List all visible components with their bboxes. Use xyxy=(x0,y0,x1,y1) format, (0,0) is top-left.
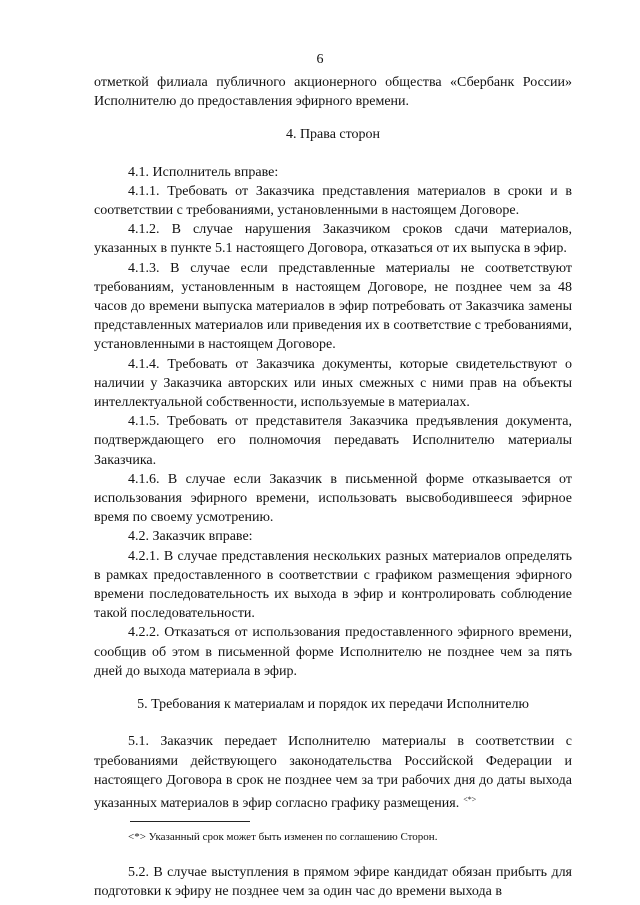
paragraph-4-1: 4.1. Исполнитель вправе: xyxy=(128,164,279,180)
footnote: <*> Указанный срок может быть изменен по соглашению Сторон. xyxy=(128,831,438,844)
footnote-divider xyxy=(130,821,250,822)
intro-paragraph: отметкой филиала публичного акционерного общества «Сбербанк России» Исполнителю до предоставления эфирного времени. xyxy=(94,75,572,110)
paragraph-4-1-1: 4.1.1. Требовать от Заказчика представления материалов в сроки и в соответствии с требованиями, установленными в настоящем Договоре. xyxy=(94,183,572,219)
paragraph-4-1-3: 4.1.3. В случае если представленные материалы не соответствуют требованиям, установленным в настоящем Договоре, не позднее чем за 48 часов до времени выпуска материалов в эфир потребовать от Заказчика замены представленных материалов или приведения их в соответствие с требованиями, установленными в настоящем Договоре. xyxy=(94,260,572,353)
paragraph-4-2: 4.2. Заказчик вправе: xyxy=(128,529,253,545)
paragraph-4-2-2: 4.2.2. Отказаться от использования предоставленного эфирного времени, сообщив об этом в письменной форме Исполнителю не позднее чем за пять дней до выхода материала в эфир. xyxy=(94,625,572,679)
section-4-heading: 4. Права сторон xyxy=(285,127,381,143)
page-number: 6 xyxy=(316,52,324,67)
section-5-heading: 5. Требования к материалам и порядок их передачи Исполнителю xyxy=(137,697,529,713)
paragraph-5-1 xyxy=(94,732,572,813)
paragraph-5-2: 5.2. В случае выступления в прямом эфире кандидат обязан прибыть для подготовки к эфиру не позднее чем за один час до времени выхода в xyxy=(94,865,572,900)
paragraph-4-1-6: 4.1.6. В случае если Заказчик в письменной форме отказывается от использования эфирного времени, использовать высвободившееся эфирное время по своему усмотрению. xyxy=(94,471,572,526)
paragraph-4-2-1: 4.2.1. В случае представления нескольких разных материалов определять в рамках предоставленного в соответствии с графиком размещения эфирного времени последовательность их выхода в эфир и контролировать соблюдение такой последовательности. xyxy=(94,548,572,622)
paragraph-5-1-text: 5.1. Заказчик передает Исполнителю материалы в соответствии с требованиями действующего законодательства Российской Федерации и настоящего Договора в срок не позднее чем за три рабочих дня до даты выхода указанных материалов в эфир согласно графику размещения. xyxy=(94,734,572,811)
footnote-marker: <*> xyxy=(463,794,477,804)
document-body xyxy=(94,73,572,902)
paragraph-4-1-5: 4.1.5. Требовать от представителя Заказчика предъявления документа, подтверждающего его полномочия передавать Исполнителю материалы Заказчика. xyxy=(94,414,572,468)
paragraph-4-1-4: 4.1.4. Требовать от Заказчика документы, которые свидетельствуют о наличии у Заказчика авторских или иных смежных с ними прав на объекты интеллектуальной собственности, используемые в материалах. xyxy=(94,356,572,411)
paragraph-4-1-2: 4.1.2. В случае нарушения Заказчиком сроков сдачи материалов, указанных в пункте 5.1 настоящего Договора, отказаться от их выпуска в эфир. xyxy=(94,222,572,257)
